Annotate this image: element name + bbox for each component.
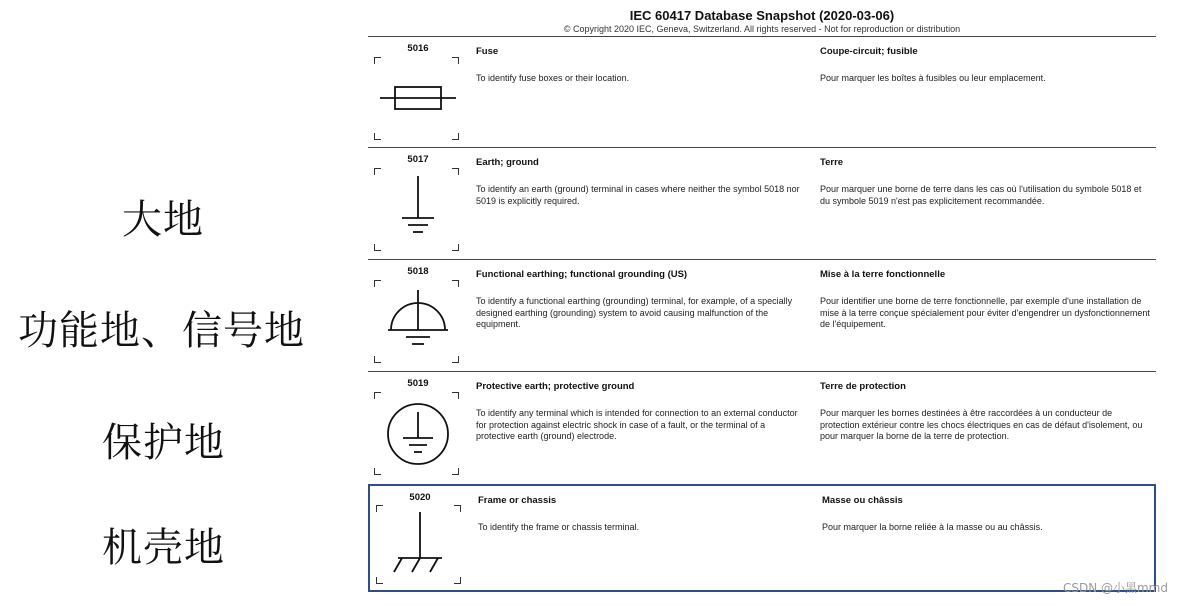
entry-en-title: Protective earth; protective ground [476,381,635,392]
entry-en-title: Earth; ground [476,157,539,168]
entry-fr-desc: Pour marquer une borne de terre dans les cas où l'utilisation du symbole 5018 et du symbole 5019 n'est pas explicitement recommandée. [820,184,1142,206]
entry-en-title: Functional earthing; functional grounding (US) [476,269,688,280]
chinese-labels-column [0,0,340,606]
iec-document [368,0,1156,606]
entry-en-desc: To identify an earth (ground) terminal in cases where neither the symbol 5018 nor 5019 is explicitly required. [476,184,800,206]
entry-code: 5020 [409,492,431,503]
label-functional-earth: 功能地、信号地 [18,308,305,354]
corner-mark [374,133,381,140]
entry-fr-title: Terre de protection [820,381,906,392]
entry-en-title: Fuse [476,46,499,57]
entry-en-desc: To identify the frame or chassis terminal. [478,522,640,532]
entry-fr-title: Terre [820,157,844,168]
entry-fr-title: Masse ou châssis [822,495,903,506]
entry-en-desc: To identify fuse boxes or their location. [476,73,630,83]
entry-code: 5017 [407,154,429,165]
entry-code: 5019 [407,378,429,389]
corner-mark [374,356,381,363]
watermark: CSDN @小黑mmd [1062,581,1168,595]
corner-mark [452,468,459,475]
entry-en-desc: To identify any terminal which is intended for connection to an external conductor for protection against electric shock in case of a fault, or the terminal of a protective earth (ground) electrode. [476,408,798,441]
entry-fr-desc: Pour marquer les boîtes à fusibles ou leur emplacement. [820,73,1046,83]
doc-copyright: © Copyright 2020 IEC, Geneva, Switzerland. All rights reserved - Not for reproduction or distribution [563,24,961,34]
label-protective-earth: 保护地 [102,420,225,466]
entry-fr-desc: Pour marquer la borne reliée à la masse ou au châssis. [822,522,1043,532]
entry-fr-title: Coupe-circuit; fusible [820,46,918,57]
entry-row-5016 [368,36,1156,148]
entry-code: 5018 [407,266,429,277]
entry-fr-desc: Pour identifier une borne de terre fonctionnelle, par exemple d'une installation de mise à la terre conçue spécialement pour éviter d'engendrer un dysfonctionnement de l'équipement. [820,296,1150,329]
entry-code: 5016 [407,43,429,54]
entry-fr-title: Mise à la terre fonctionnelle [820,269,946,280]
fuse-icon [378,63,458,133]
entry-row-5018 [368,259,1156,371]
protective-earth-icon [378,398,458,468]
corner-mark [452,244,459,251]
corner-mark [374,244,381,251]
corner-mark [374,468,381,475]
entry-row-5017 [368,147,1156,259]
label-earth: 大地 [122,197,204,243]
corner-mark [452,356,459,363]
entry-row-5019 [368,371,1156,483]
doc-title: IEC 60417 Database Snapshot (2020-03-06) [629,8,895,23]
corner-mark [452,133,459,140]
entry-row-5020 [368,484,1156,592]
chassis-ground-icon [380,510,460,580]
entry-fr-desc: Pour marquer les bornes destinées à être raccordées à un conducteur de protection extérieur contre les chocs électriques en cas de défaut d'isolement, ou pour marquer la borne de la terre de protection. [820,408,1143,441]
entry-en-desc: To identify a functional earthing (grounding) terminal, for example, of a specially designed earthing (grounding) system to avoid causing malfunction of the equipment. [476,296,793,329]
earth-ground-icon [378,174,458,244]
functional-earth-icon [378,286,458,356]
entry-en-title: Frame or chassis [478,495,557,506]
label-chassis-earth: 机壳地 [102,525,225,571]
